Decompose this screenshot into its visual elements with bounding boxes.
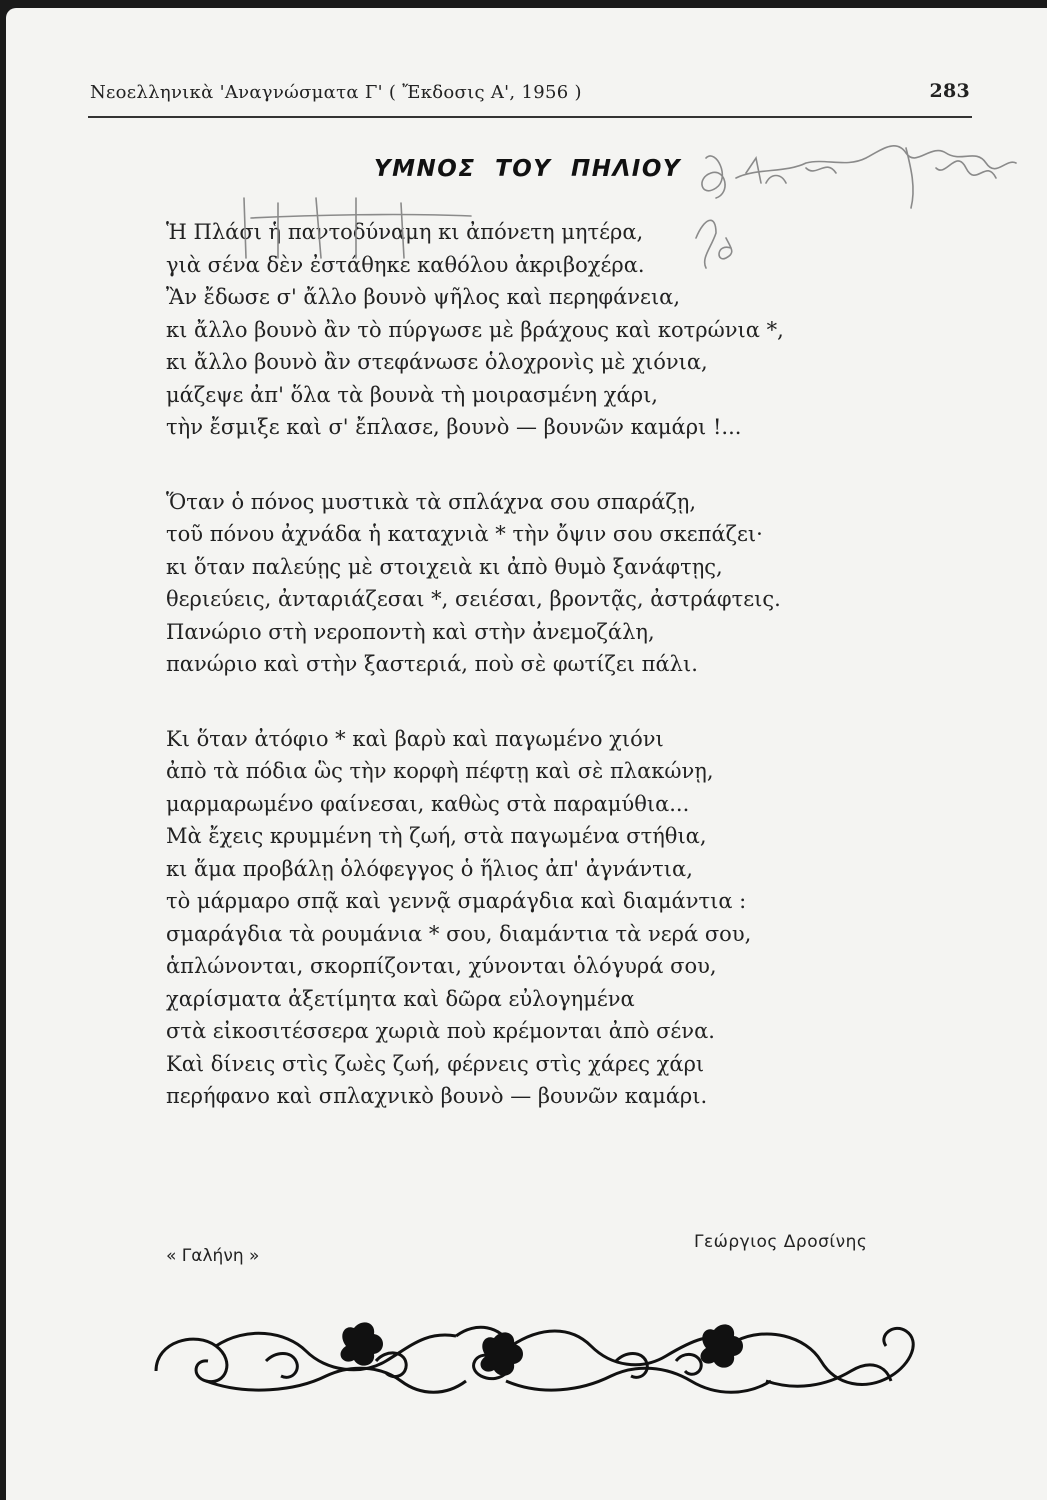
- verse-line: Μὰ ἔχεις κρυμμένη τὴ ζωή, στὰ παγωμένα στήθια,: [166, 824, 707, 848]
- verse-line: Ἂν ἔδωσε σ' ἄλλο βουνὸ ψῆλος καὶ περηφάνεια,: [166, 285, 681, 309]
- verse-line: κι ἅμα προβάλῃ ὁλόφεγγος ὁ ἥλιος ἀπ' ἀγνάντια,: [166, 856, 693, 881]
- verse-line: κι ἄλλο βουνὸ ἂν στεφάνωσε ὁλοχρονὶς μὲ χιόνια,: [166, 350, 708, 374]
- verse-line: Ὅταν ὁ πόνος μυστικὰ τὰ σπλάχνα σου σπαράζῃ,: [166, 489, 697, 514]
- verse-line: ἁπλώνονται, σκορπίζονται, χύνονται ὁλόγυρά σου,: [166, 954, 717, 978]
- verse-line: μαρμαρωμένο φαίνεσαι, καθὼς στὰ παραμύθια...: [166, 791, 690, 816]
- ornament-border-icon: [146, 1316, 936, 1406]
- verse-line: ἀπὸ τὰ πόδια ὣς τὴν κορφὴ πέφτῃ καὶ σὲ πλακώνῃ,: [166, 759, 714, 783]
- verse-line: τοῦ πόνου ἀχνάδα ἡ καταχνιὰ * τὴν ὄψιν σου σκεπάζει·: [166, 522, 763, 546]
- poem-title: ΥΜΝΟΣ ΤΟΥ ΠΗΛΙΟΥ: [374, 156, 682, 182]
- verse-line: μάζεψε ἀπ' ὅλα τὰ βουνὰ τὴ μοιρασμένη χάρι,: [166, 382, 658, 407]
- verse-line: χαρίσματα ἀξετίμητα καὶ δῶρα εὐλογημένα: [166, 986, 635, 1011]
- verse-line: περήφανο καὶ σπλαχνικὸ βουνὸ — βουνῶν καμάρι.: [166, 1084, 708, 1108]
- poem-author: Γεώργιος Δροσίνης: [694, 1232, 868, 1252]
- verse-line: κι ὅταν παλεύῃς μὲ στοιχειὰ κι ἀπὸ θυμὸ ξανάφτῃς,: [166, 554, 723, 579]
- verse-line: σμαράγδια τὰ ρουμάνια * σου, διαμάντια τὰ νερά σου,: [166, 921, 752, 946]
- verse-line: κι ἄλλο βουνὸ ἂν τὸ πύργωσε μὲ βράχους καὶ κοτρώνια *,: [166, 317, 784, 342]
- stanza-2: [166, 486, 886, 681]
- verse-line: Πανώριο στὴ νεροποντὴ καὶ στὴν ἀνεμοζάλη,: [166, 619, 655, 644]
- stanza-3: [166, 723, 886, 1113]
- running-header: [90, 82, 970, 103]
- verse-line: θεριεύεις, ἀνταριάζεσαι *, σειέσαι, βροντᾷς, ἀστράφτεις.: [166, 587, 781, 611]
- book-page: [6, 8, 1047, 1500]
- verse-line: τὴν ἔσμιξε καὶ σ' ἔπλασε, βουνὸ — βουνῶν καμάρι !...: [166, 415, 742, 439]
- verse-line: Ἡ Πλάσι ἡ παντοδύναμη κι ἀπόνετη μητέρα,: [166, 220, 644, 244]
- verse-line: πανώριο καὶ στὴν ξαστεριά, ποὺ σὲ φωτίζει πάλι.: [166, 652, 698, 676]
- verse-line: Κι ὅταν ἀτόφιο * καὶ βαρὺ καὶ παγωμένο χιόνι: [166, 726, 664, 751]
- verse-line: τὸ μάρμαρο σπᾷ καὶ γεννᾷ σμαράγδια καὶ διαμάντια :: [166, 889, 747, 913]
- page-number: 283: [929, 80, 970, 102]
- verse-line: στὰ εἰκοσιτέσσερα χωριὰ ποὺ κρέμονται ἀπὸ σένα.: [166, 1019, 715, 1043]
- verse-line: γιὰ σένα δὲν ἐστάθηκε καθόλου ἀκριβοχέρα.: [166, 252, 645, 277]
- poem-body: [166, 216, 886, 1155]
- running-title: Νεοελληνικὰ 'Αναγνώσματα Γ' ( Ἔκδοσις Α', 1956 ): [90, 82, 582, 103]
- verse-line: Καὶ δίνεις στὶς ζωὲς ζωή, φέρνεις στὶς χάρες χάρι: [166, 1051, 705, 1076]
- stanza-1: [166, 216, 886, 444]
- header-rule: [88, 116, 972, 118]
- poem-source: « Γαλήνη »: [166, 1246, 260, 1266]
